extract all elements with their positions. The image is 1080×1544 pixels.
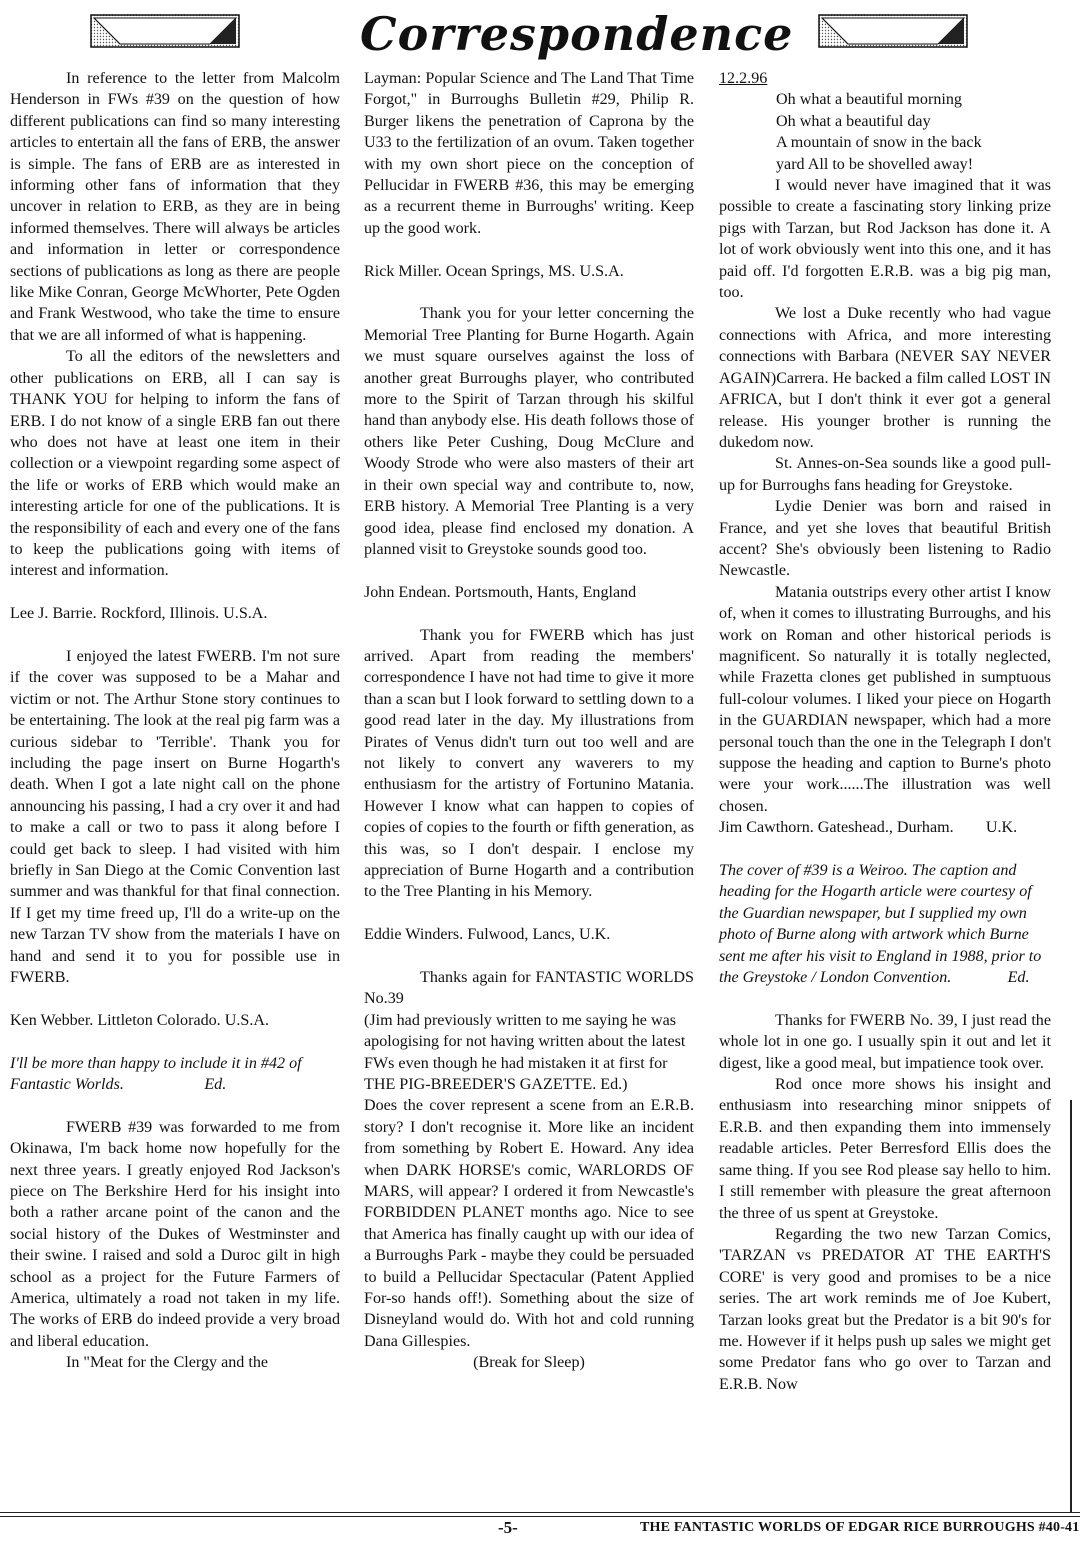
letter-paragraph: FWERB #39 was forwarded to me from Okinawa, I'm back home now hopefully for the next three years. I greatly enjoyed Rod Jackson's piece on The Berkshire Herd for his insight into both a rather arcane point of the canon and the social history of the Dukes of Westminster and their swine. I raised and sold a Duroc gilt in high school as a project for the Future Farmers of America, ultimately a road not taken in my life. The works of ERB do indeed provide a very broad and liberal education.	[10, 1118, 340, 1350]
letter-date: 12.2.96	[719, 70, 768, 87]
letter-signature: Rick Miller. Ocean Springs, MS. U.S.A.	[364, 262, 624, 280]
publication-footer: THE FANTASTIC WORLDS OF EDGAR RICE BURROUGHS #40-41	[640, 1520, 1080, 1535]
poem-line: Oh what a beautiful morning	[776, 91, 962, 109]
letter-paragraph: In reference to the letter from Malcolm Henderson in FWs #39 on the question of how different publications can find so many interesting articles to entertain all the fans of ERB, the answer is simple. The fans of ERB are as interested in informing other fans of information that they uncover in relation to ERB, as they are in being informed themselves. There will always be articles and information in letter or correspondence sections of publications as long as there are people like Mike Conran, George McWhorter, Pete Ogden and Frank Westwood, who take the time to ensure that we are all informed of what is happening.	[10, 70, 340, 344]
left-header-banner-icon	[90, 14, 240, 48]
letter-paragraph: Matania outstrips every other artist I know of, when it comes to illustrating Burroughs, and his work on Roman and other historical periods is magnificent. So naturally it is totally neglected, while Frazetta clones get published in sumptuous full-colour volumes. I liked your piece on Hogarth in the GUARDIAN newspaper, which had a more personal touch than the one in the Telegraph I don't suppose the heading and caption to Burne's photo were your work......The illustration was well chosen.	[719, 583, 1051, 815]
letter-paragraph: We lost a Duke recently who had vague connections with Africa, and more interesting connections with Barbara (NEVER SAY NEVER AGAIN)Carrera. He backed a film called LOST IN AFRICA, but I don't think it ever got a general release. His younger brother is running the dukedom now.	[719, 305, 1051, 451]
letter-paragraph: Thank you for FWERB which has just arrived. Apart from reading the members' correspondence I have not had time to give it more than a scan but I look forward to settling down to a good read later in the day. My illustrations from Pirates of Venus didn't turn out too well and are not likely to convert any waverers to my enthusiasm for the artistry of Fortunino Matania. However I know what can happen to copies of copies of copies to the fourth or fifth generation, as this was, so I don't despair. I enclose my appreciation of Burne Hogarth and a contribution to the Tree Planting in his Memory.	[364, 626, 694, 901]
letter-signature: John Endean. Portsmouth, Hants, England	[364, 583, 637, 601]
page-title: Correspondence	[360, 7, 794, 61]
right-header-banner-icon	[818, 14, 968, 48]
letter-paragraph	[364, 967, 694, 1095]
footer-rule	[0, 1512, 1080, 1513]
letter-paragraph: In "Meat for the Clergy and the	[66, 1354, 269, 1372]
letter-paragraph: Lydie Denier was born and raised in France, and yet she loves that beautiful British accent? She's obviously been listening to Radio Newcastle.	[719, 498, 1051, 580]
column-3	[719, 68, 1051, 1395]
break-note: (Break for Sleep)	[473, 1354, 585, 1372]
poem-line: yard All to be shovelled away!	[776, 155, 974, 173]
letter-signature: Jim Cawthorn. Gateshead., Durham. U.K.	[719, 819, 1018, 837]
page-number: -5-	[498, 1518, 518, 1537]
letter-paragraph: Layman: Popular Science and The Land That Time Forgot," in Burroughs Bulletin #29, Philip R. Burger likens the penetration of Caprona by the U33 to the fertilization of an ovum. Taken together with my own short piece on the conception of Pellucidar in FWERB #36, this may be emerging as a recurrent theme in Burroughs' writing. Keep up the good work.	[364, 70, 694, 237]
letter-paragraph: St. Annes-on-Sea sounds like a good pull-up for Burroughs fans heading for Greystoke.	[719, 455, 1051, 494]
letter-paragraph: Does the cover represent a scene from an E.R.B. story? I don't recognise it. More like an incident from something by Robert E. Howard. Any idea when DARK HORSE's comic, WARLORDS OF MARS, will appear? I ordered it from Newcastle's FORBIDDEN PLANET months ago. Nice to see that America has finally caught up with our idea of a Burroughs Park - maybe they could be persuaded to build a Pellucidar Spectacular (Patent Applied For-so hands off!). Something about the size of Disneyland would do. With hot and cold running Dana Gillespies.	[364, 1097, 694, 1350]
letter-paragraph: Thank you for your letter concerning the Memorial Tree Planting for Burne Hogarth. Again we must square ourselves against the loss of another great Burroughs player, who contributed more to the Spirit of Tarzan through his skilful hand than anybody else. His death follows those of others like Peter Cushing, Doug McClure and Woody Strode who were also masters of their art in their own special way and contribute to, now, ERB history. A Memorial Tree Planting is a very good idea, please find enclosed my donation. A planned visit to Greystoke sounds good too.	[364, 305, 694, 558]
letter-paragraph: I enjoyed the latest FWERB. I'm not sure if the cover was supposed to be a Mahar and victim or not. The Arthur Stone story continues to be entertaining. The look at the real pig farm was a curious sidebar to 'Terrible'. Thank you for including the page insert on Burne Hogarth's death. When I got a late night call on the phone announcing his passing, I had a cry over it and had to make a call or two to pass it along before I could get back to sleep. I had visited with him briefly in San Diego at the Comic Convention last summer and was thankful for that final connection. If I get my time freed up, I'll do a write-up on the new Tarzan TV show from the materials I have on hand and send it to you for possible use in FWERB.	[10, 647, 340, 987]
letter-paragraph: Regarding the two new Tarzan Comics, 'TARZAN vs PREDATOR AT THE EARTH'S CORE' is very good and promises to be a nice series. The art work reminds me of Joe Kubert, Tarzan looks great but the Predator is a bit 90's for me. However if it helps push up sales we might get some Predator fans who go over to Tarzan and E.R.B. Now	[719, 1225, 1051, 1393]
column-1	[10, 68, 340, 1374]
column-2	[364, 68, 694, 1374]
poem-line: Oh what a beautiful day	[776, 112, 931, 130]
letter-signature: Lee J. Barrie. Rockford, Illinois. U.S.A.	[10, 605, 268, 623]
letter-paragraph: Rod once more shows his insight and enthusiasm into researching minor snippets of E.R.B. and then expanding them into immensely readable articles. Peter Berresford Ellis does the same thing. If you see Rod please say hello to him. I still remember with pleasure the great afternoon the three of us spent at Greystoke.	[719, 1076, 1051, 1222]
letter-opening: Thanks again for FANTASTIC WORLDS No.39	[364, 968, 694, 1008]
letter-signature: Eddie Winders. Fulwood, Lancs, U.K.	[364, 926, 611, 944]
letter-paragraph: Thanks for FWERB No. 39, I just read the whole lot in one go. I usually spin it out and let it digest, like a good meal, but impatience took over.	[719, 1011, 1051, 1072]
poem-line: A mountain of snow in the back	[776, 134, 982, 152]
editor-note: The cover of #39 is a Weiroo. The caption and heading for the Hogarth article were courtesy of the Guardian newspaper, but I supplied my own photo of Burne along with artwork which Burne sent me after his visit to England in 1988, prior to the Greystoke / London Convention. Ed.	[719, 862, 1046, 987]
letter-paragraph: To all the editors of the newsletters and other publications on ERB, all I can say is THANK YOU for helping to inform the fans of ERB. I do not know of a single ERB fan out there who does not have at least one item in their collection or a viewpoint regarding some aspect of the life or works of ERB which would make an interesting article for one of the publications. It is the responsibility of each and every one of the fans to keep the publications going with items of interest and information.	[10, 348, 340, 580]
editor-note: I'll be more than happy to include it in #42 of Fantastic Worlds. Ed.	[10, 1054, 306, 1094]
footer-rule	[0, 1516, 1080, 1517]
page-border-right	[1070, 1100, 1072, 1512]
letter-paragraph: I would never have imagined that it was possible to create a fascinating story linking prize pigs with Tarzan, but Rod Jackson has done it. A lot of work obviously went into this one, and it has paid off. I'd forgotten E.R.B. was a big pig man, too.	[719, 177, 1051, 302]
editor-aside: (Jim had previously written to me saying he was apologising for not having written about the latest FWs even though he had mistaken it at first for THE PIG-BREEDER'S GAZETTE. Ed.)	[364, 1011, 686, 1093]
letter-signature: Ken Webber. Littleton Colorado. U.S.A.	[10, 1011, 269, 1029]
